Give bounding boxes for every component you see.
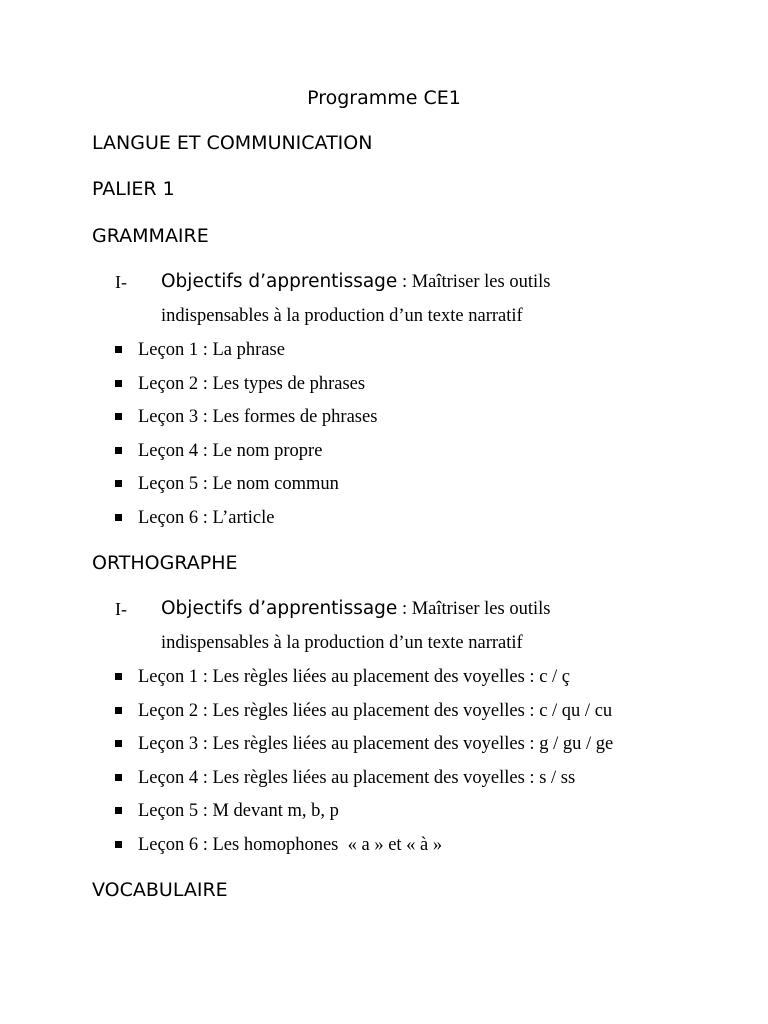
list-item xyxy=(0,506,768,540)
objective-line-1 xyxy=(161,270,550,295)
list-item xyxy=(0,665,768,699)
section-heading-vocabulaire: VOCABULAIRE xyxy=(92,879,228,901)
objective-label: Objectifs d’apprentissage xyxy=(161,598,398,619)
lesson-list-grammaire xyxy=(0,338,768,539)
square-bullet-icon xyxy=(115,707,122,714)
objective-number: I- xyxy=(115,599,127,619)
objective-separator: : xyxy=(397,599,412,619)
square-bullet-icon xyxy=(115,673,122,680)
objective-label: Objectifs d’apprentissage xyxy=(161,271,398,292)
square-bullet-icon xyxy=(115,841,122,848)
lesson-text: Leçon 4 : Le nom propre xyxy=(138,440,323,461)
lesson-text: Leçon 6 : Les homophones « a » et « à » xyxy=(138,834,443,855)
list-item xyxy=(0,833,768,867)
square-bullet-icon xyxy=(115,774,122,781)
lesson-list-orthographe xyxy=(0,665,768,866)
square-bullet-icon xyxy=(115,514,122,521)
objective-line-1 xyxy=(161,597,550,622)
lesson-text: Leçon 1 : La phrase xyxy=(138,340,285,360)
square-bullet-icon xyxy=(115,413,122,420)
square-bullet-icon xyxy=(115,346,122,353)
objective-number: I- xyxy=(115,272,127,292)
lesson-text: Leçon 2 : Les règles liées au placement des voyelles : c / qu / cu xyxy=(138,700,613,721)
lesson-text: Leçon 2 : Les types de phrases xyxy=(138,373,366,394)
list-item xyxy=(0,338,768,372)
subject-heading: LANGUE ET COMMUNICATION xyxy=(92,132,373,154)
level-heading: PALIER 1 xyxy=(92,178,175,200)
section-heading-orthographe: ORTHOGRAPHE xyxy=(92,552,238,574)
square-bullet-icon xyxy=(115,480,122,487)
list-item xyxy=(0,699,768,733)
lesson-text: Leçon 1 : Les règles liées au placement des voyelles : c / ç xyxy=(138,667,571,687)
list-item xyxy=(0,439,768,473)
lesson-text: Leçon 5 : M devant m, b, p xyxy=(138,801,339,821)
list-item xyxy=(0,799,768,833)
square-bullet-icon xyxy=(115,447,122,454)
square-bullet-icon xyxy=(115,807,122,814)
list-item xyxy=(0,405,768,439)
square-bullet-icon xyxy=(115,380,122,387)
list-item xyxy=(0,372,768,406)
document-title: Programme CE1 xyxy=(307,87,461,109)
list-item xyxy=(0,766,768,800)
lesson-text: Leçon 3 : Les règles liées au placement des voyelles : g / gu / ge xyxy=(138,734,614,754)
objective-separator: : xyxy=(397,272,412,292)
objective-orthographe xyxy=(0,597,768,667)
objective-line-2: indispensables à la production d’un texte narratif xyxy=(161,306,523,326)
lesson-text: Leçon 4 : Les règles liées au placement des voyelles : s / ss xyxy=(138,767,576,788)
objective-text: Maîtriser les outils xyxy=(411,599,551,619)
lesson-text: Leçon 5 : Le nom commun xyxy=(138,474,339,494)
list-item xyxy=(0,732,768,766)
list-item xyxy=(0,472,768,506)
objective-line-2: indispensables à la production d’un texte narratif xyxy=(161,633,523,653)
section-heading-grammaire: GRAMMAIRE xyxy=(92,225,209,247)
square-bullet-icon xyxy=(115,740,122,747)
objective-grammaire xyxy=(0,270,768,340)
lesson-text: Leçon 3 : Les formes de phrases xyxy=(138,407,378,427)
lesson-text: Leçon 6 : L’article xyxy=(138,507,275,528)
objective-text: Maîtriser les outils xyxy=(411,272,551,292)
